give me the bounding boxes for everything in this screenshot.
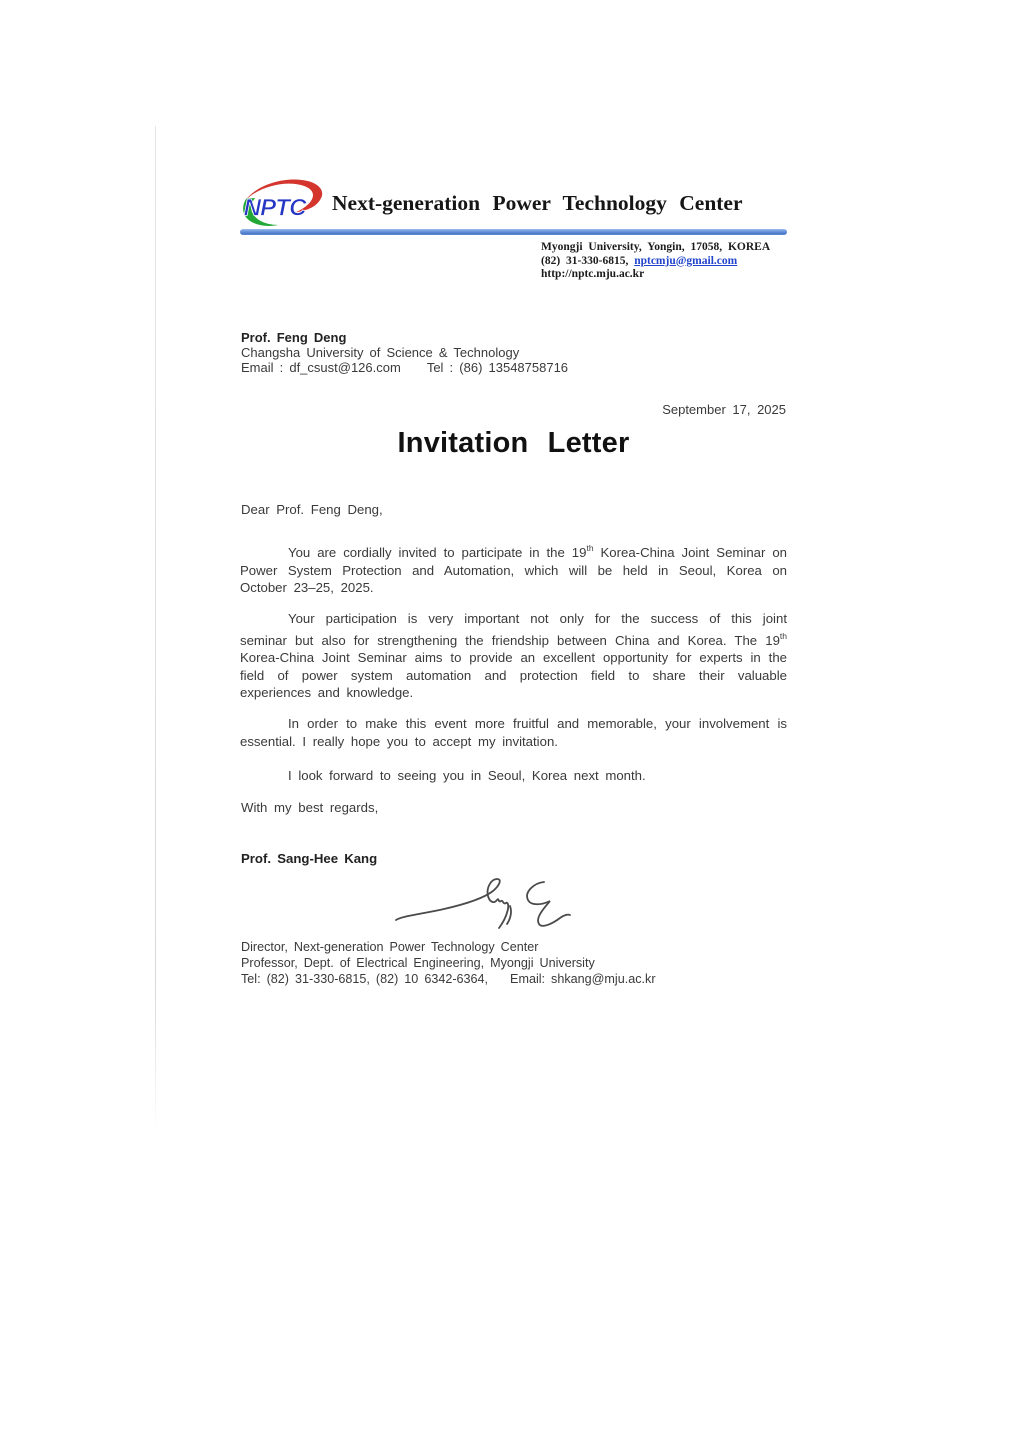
signature-image (392, 874, 592, 938)
org-phone: (82) 31-330-6815, (541, 254, 629, 267)
closing-phrase: With my best regards, (241, 800, 379, 815)
paragraph-4: I look forward to seeing you in Seoul, Korea next month. (288, 768, 646, 783)
paragraph-2-text: Your participation is very important not only for the success of this joint seminar but also for strengthening the friendship between China and Korea. The 19 (240, 611, 787, 648)
logo-text: NPTC (243, 194, 306, 222)
page-edge-line (155, 126, 156, 1136)
letter-date: September 17, 2025 (662, 402, 786, 417)
signer-info-block (241, 939, 656, 987)
signer-name: Prof. Sang-Hee Kang (241, 851, 378, 866)
signer-email: Email: shkang@mju.ac.kr (510, 972, 656, 986)
paragraph-1-text: You are cordially invited to participate in the 19 (288, 545, 587, 560)
recipient-tel: Tel : (86) 13548758716 (426, 360, 569, 375)
paragraph-1 (240, 540, 787, 597)
org-website: http://nptc.mju.ac.kr (541, 268, 645, 280)
salutation: Dear Prof. Feng Deng, (241, 502, 383, 517)
org-email-link[interactable]: nptcmju@gmail.com (634, 254, 738, 267)
recipient-block (241, 330, 568, 375)
letterhead (240, 176, 787, 230)
signer-contact (241, 971, 656, 987)
letter-page (240, 0, 787, 1448)
org-address-block (541, 241, 770, 282)
recipient-name: Prof. Feng Deng (241, 330, 347, 345)
signer-tel: Tel: (82) 31-330-6815, (82) 10 6342-6364, (241, 972, 489, 986)
ordinal-superscript: th (779, 630, 787, 641)
letter-title: Invitation Letter (397, 427, 630, 459)
org-address: Myongji University, Yongin, 17058, KOREA (541, 241, 771, 253)
paragraph-2-text-cont: Korea-China Joint Seminar aims to provide an excellent opportunity for experts in the field of power system automation and protection field to share their valuable experiences and knowledge. (240, 650, 787, 701)
header-divider (240, 229, 787, 235)
paragraph-2 (240, 610, 787, 702)
org-phone-line (541, 255, 770, 269)
paragraph-3: In order to make this event more fruitful and memorable, your involvement is essential. I really hope you to accept my invitation. (240, 716, 787, 749)
paragraph-1-text-cont: Korea-China Joint Seminar on Power System Protection and Automation, which will be held in Seoul, Korea on October 23–25, 2025. (240, 545, 787, 596)
ordinal-superscript: th (586, 543, 594, 553)
signer-title-2: Professor, Dept. of Electrical Engineering, Myongji University (241, 956, 595, 970)
nptc-logo (240, 176, 324, 230)
org-name: Next-generation Power Technology Center (332, 190, 743, 215)
recipient-affiliation: Changsha University of Science & Technology (241, 345, 520, 360)
signer-title-1: Director, Next-generation Power Technology Center (241, 940, 539, 954)
recipient-email: Email : df_csust@126.com (241, 360, 401, 375)
recipient-contact (241, 360, 568, 375)
